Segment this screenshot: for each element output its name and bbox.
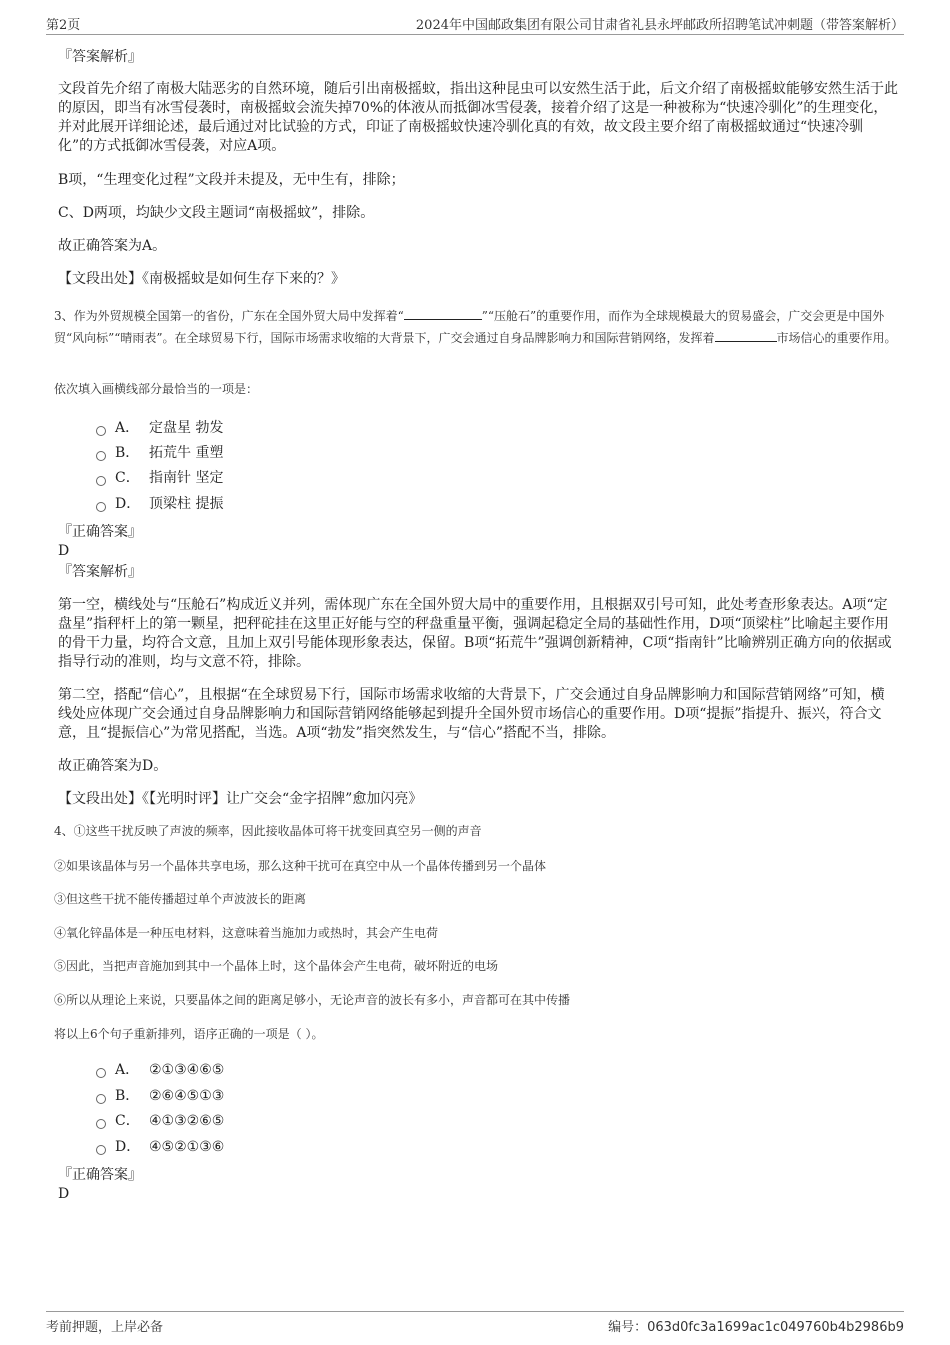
analysis-paragraph: 文段首先介绍了南极大陆恶劣的自然环境，随后引出南极摇蚊，指出这种昆虫可以安然生活于此，后文介绍了南极摇蚊能够安然生活于此的原因，即当有冰雪侵袭时，南极摇蚊会流失掉70%的体液从而抵御冰雪侵袭，接着介绍了这是一种被称为“快速冷驯化”的生理变化，并对此展开详细论述，最后通过对比试验的方式，印证了南极摇蚊快速冷驯化真的有效，故文段主要介绍了南极摇蚊通过“快速冷驯化”的方式抵御冰雪侵袭，对应A项。: [58, 81, 898, 154]
analysis-label: 『答案解析』: [58, 49, 142, 65]
option-text: 顶梁柱 提振: [149, 496, 224, 512]
option-d[interactable]: [96, 1137, 224, 1157]
radio-icon[interactable]: [96, 1145, 106, 1155]
option-b[interactable]: [96, 443, 223, 463]
option-text: ②⑥④⑤①③: [149, 1088, 225, 1104]
analysis-paragraph: B项，“生理变化过程”文段并未提及，无中生有，排除；: [58, 172, 405, 188]
radio-icon[interactable]: [96, 451, 106, 461]
fill-blank: [404, 306, 482, 320]
option-c[interactable]: [96, 1111, 224, 1131]
stem-part: 3、作为外贸规模全国第一的省份，广东在全国外贸大局中发挥着“: [54, 309, 404, 323]
question-prompt: 依次填入画横线部分最恰当的一项是：: [54, 382, 259, 396]
sentence-6: ⑥所以从理论上来说，只要晶体之间的距离足够小，无论声音的波长有多小，声音都可在其中传播: [54, 993, 571, 1007]
option-letter: A．: [115, 420, 140, 436]
radio-icon[interactable]: [96, 502, 106, 512]
source-citation: 【文段出处】《南极摇蚊是如何生存下来的？》: [58, 271, 345, 287]
option-a[interactable]: [96, 418, 223, 438]
option-letter: D．: [115, 496, 141, 512]
option-letter: B．: [115, 445, 140, 461]
source-citation: 【文段出处】《【光明时评】让广交会“金字招牌”愈加闪亮》: [58, 791, 423, 807]
answer-label: 『正确答案』: [58, 1167, 142, 1183]
option-text: ④⑤②①③⑥: [149, 1139, 225, 1155]
option-letter: C．: [115, 1113, 140, 1129]
radio-icon[interactable]: [96, 1068, 106, 1078]
option-text: 指南针 坚定: [149, 470, 224, 486]
option-text: ④①③②⑥⑤: [149, 1113, 225, 1129]
stem-part: 市场信心的重要作用。: [776, 331, 897, 345]
analysis-paragraph: 第二空，搭配“信心”，且根据“在全球贸易下行，国际市场需求收缩的大背景下，广交会通过自身品牌影响力和国际营销网络”可知，横线处应体现广交会通过自身品牌影响力和国际营销网络能够起到提升全国外贸市场信心的重要作用。D项“提振”指提升、振兴，符合文意，且“提振信心”为常见搭配，当选。A项“勃发”指突然发生，与“信心”搭配不当，排除。: [58, 687, 885, 741]
radio-icon[interactable]: [96, 1094, 106, 1104]
option-text: 拓荒牛 重塑: [149, 445, 224, 461]
analysis-paragraph: C、D两项，均缺少文段主题词“南极摇蚊”，排除。: [58, 205, 375, 221]
option-letter: A．: [115, 1062, 140, 1078]
option-a[interactable]: [96, 1060, 224, 1080]
sentence-2: ②如果该晶体与另一个晶体共享电场，那么这种干扰可在真空中从一个晶体传播到另一个晶体: [54, 859, 547, 873]
sentence-4: ④氧化锌晶体是一种压电材料，这意味着当施加力或热时，其会产生电荷: [54, 926, 439, 940]
option-letter: C．: [115, 470, 140, 486]
fill-blank: [715, 328, 777, 342]
footer-slogan: 考前押题，上岸必备: [46, 1320, 164, 1335]
sentence-5: ⑤因此，当把声音施加到其中一个晶体上时，这个晶体会产生电荷，破坏附近的电场: [54, 959, 499, 973]
answer-value: D: [58, 1186, 70, 1202]
answer-value: D: [58, 543, 70, 559]
option-b[interactable]: [96, 1086, 224, 1106]
code-value: 063d0fc3a1699ac1c049760b4b2986b9: [647, 1320, 904, 1335]
option-text: ②①③④⑥⑤: [149, 1062, 225, 1078]
radio-icon[interactable]: [96, 1119, 106, 1129]
code-label: 编号：: [608, 1320, 648, 1335]
analysis-label: 『答案解析』: [58, 564, 142, 580]
page-number: 第2页: [46, 18, 81, 33]
option-text: 定盘星 勃发: [149, 420, 224, 436]
analysis-paragraph: 第一空，横线处与“压舱石”构成近义并列，需体现广东在全国外贸大局中的重要作用，且根据双引号可知，此处考查形象表达。A项“定盘星”指秤杆上的第一颗星，把秤砣挂在这里正好能与空的秤盘重量平衡，强调起稳定全局的基础性作用，D项“顶梁柱”比喻起主要作用的骨干力量，均符合文意，且加上双引号能体现形象表达，保留。B项“拓荒牛”强调创新精神，C项“指南针”比喻辨别正确方向的依据或指导行动的准则，均与文意不符，排除。: [58, 597, 892, 670]
answer-label: 『正确答案』: [58, 524, 142, 540]
question-prompt: 将以上6个句子重新排列，语序正确的一项是（ ）。: [54, 1027, 324, 1041]
document-title: 2024年中国邮政集团有限公司甘肃省礼县永坪邮政所招聘笔试冲刺题（带答案解析）: [415, 18, 904, 33]
conclusion: 故正确答案为A。: [58, 238, 167, 254]
conclusion: 故正确答案为D。: [58, 758, 168, 774]
option-c[interactable]: [96, 468, 223, 488]
document-code: [608, 1316, 904, 1335]
page-footer: [46, 1311, 904, 1336]
question-stem: [54, 305, 899, 349]
radio-icon[interactable]: [96, 426, 106, 436]
page-header: [46, 14, 904, 35]
option-letter: B．: [115, 1088, 140, 1104]
sentence-1: 4、①这些干扰反映了声波的频率，因此接收晶体可将干扰变回真空另一侧的声音: [54, 824, 482, 838]
option-d[interactable]: [96, 494, 223, 514]
radio-icon[interactable]: [96, 476, 106, 486]
option-letter: D．: [115, 1139, 141, 1155]
stem-part: ”“压舱石”的重要作用，而作为全球规模最大的贸易盛会，广交会更是中国外贸“风向标”“晴雨表”。在全球贸易下行，国际市场需求收缩的大背景下，广交会通过自身品牌影响力和国际营销网络，发挥着: [54, 309, 885, 345]
sentence-3: ③但这些干扰不能传播超过单个声波波长的距离: [54, 892, 307, 906]
